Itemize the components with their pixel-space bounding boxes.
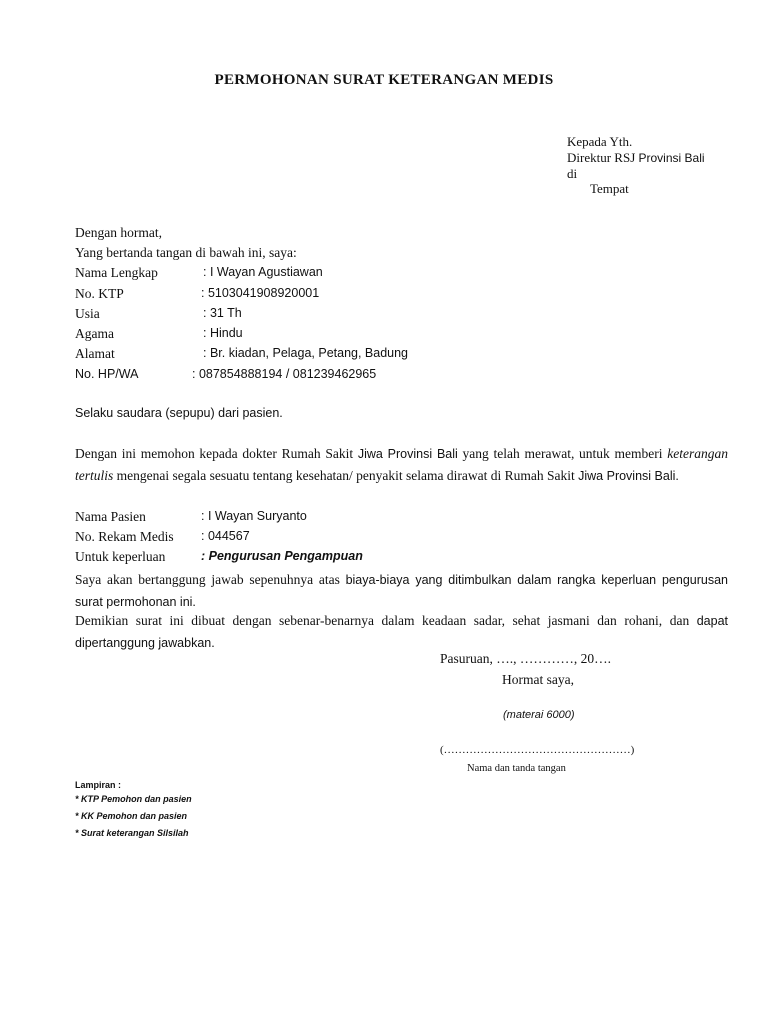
- closing-text-2: dapat dipertanggung jawabkan.: [75, 614, 729, 650]
- recipient-line-3: di: [567, 166, 578, 181]
- applicant-phone-label: No. HP/WA: [75, 367, 139, 381]
- medical-record-label: No. Rekam Medis: [75, 529, 174, 544]
- greeting: Dengan hormat,: [75, 225, 162, 240]
- recipient-title: Direktur RSJ: [567, 150, 636, 165]
- closing-paragraph: [75, 610, 728, 654]
- responsibility-text-2: biaya-biaya yang ditimbulkan dalam rangka keperluan pengurusan surat permohonan ini.: [75, 573, 728, 609]
- applicant-age-label: Usia: [75, 306, 100, 321]
- request-text-2: Jiwa Provinsi Bali: [357, 447, 458, 461]
- request-text-6: Jiwa Provinsi Bali.: [578, 469, 679, 483]
- purpose-label: Untuk keperluan: [75, 549, 166, 564]
- applicant-phone-value: : 087854888194 / 081239462965: [192, 367, 377, 381]
- signature-caption: Nama dan tanda tangan: [467, 763, 566, 774]
- applicant-religion-value: : Hindu: [203, 326, 243, 340]
- patient-name-value: : I Wayan Suryanto: [201, 509, 307, 523]
- applicant-age-value: : 31 Th: [203, 306, 242, 320]
- purpose-value: : Pengurusan Pengampuan: [201, 549, 363, 563]
- signature-line: (……………………………………………): [440, 744, 635, 756]
- request-text-1: Dengan ini memohon kepada dokter Rumah Sakit: [75, 446, 354, 461]
- recipient-line-4: Tempat: [590, 181, 629, 196]
- recipient-line-1: Kepada Yth.: [567, 134, 633, 149]
- stamp-placeholder: (materai 6000): [503, 709, 575, 721]
- recipient-line-2: [567, 150, 705, 166]
- request-text-5: mengenai segala sesuatu tentang kesehatan/ penyakit selama dirawat di Rumah Sakit: [116, 468, 575, 483]
- patient-name-label: Nama Pasien: [75, 509, 146, 524]
- applicant-ktp-label: No. KTP: [75, 286, 124, 301]
- applicant-address-label: Alamat: [75, 346, 115, 361]
- request-text-4: keterangan tertulis: [75, 446, 728, 483]
- intro-text: Yang bertanda tangan di bawah ini, saya:: [75, 245, 297, 260]
- medical-record-value: : 044567: [201, 529, 250, 543]
- responsibility-paragraph: [75, 569, 728, 613]
- responsibility-text-1: Saya akan bertanggung jawab sepenuhnya atas: [75, 572, 340, 587]
- applicant-name-label: Nama Lengkap: [75, 265, 158, 280]
- attachment-item: * KTP Pemohon dan pasien: [75, 794, 192, 804]
- attachments-heading: Lampiran :: [75, 780, 122, 790]
- applicant-religion-label: Agama: [75, 326, 114, 341]
- closing-text-1: Demikian surat ini dibuat dengan sebenar-benarnya dalam keadaan sadar, sehat jasmani dan rohani, dan: [75, 613, 690, 628]
- applicant-address-value: : Br. kiadan, Pelaga, Petang, Badung: [203, 346, 409, 360]
- recipient-institution: Provinsi Bali: [638, 151, 705, 165]
- place-date: Pasuruan, …., …………, 20….: [440, 651, 611, 666]
- document-title: PERMOHONAN SURAT KETERANGAN MEDIS: [214, 72, 554, 88]
- attachment-item: * KK Pemohon dan pasien: [75, 811, 188, 821]
- applicant-name-value: : I Wayan Agustiawan: [203, 265, 323, 279]
- relation-text: Selaku saudara (sepupu) dari pasien.: [75, 406, 283, 420]
- attachment-item: * Surat keterangan Silsilah: [75, 828, 189, 838]
- request-paragraph: [75, 443, 728, 487]
- applicant-ktp-value: : 5103041908920001: [201, 286, 320, 300]
- request-text-3: yang telah merawat, untuk memberi: [462, 446, 663, 461]
- regards: Hormat saya,: [502, 672, 574, 687]
